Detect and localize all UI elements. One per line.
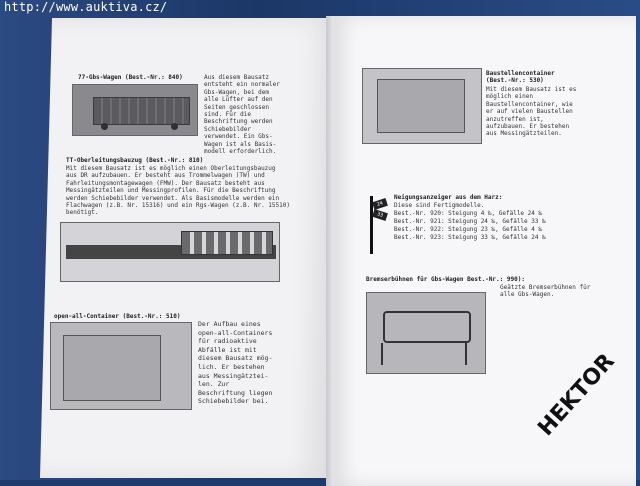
container-shape bbox=[63, 335, 161, 401]
baustellencontainer-photo bbox=[362, 68, 482, 144]
neigungsanzeiger-line: Best.-Nr. 920: Steigung 4 ‰, Gefälle 24 ‰ bbox=[394, 210, 543, 217]
bremserbuehnen-photo bbox=[366, 292, 486, 374]
wheel bbox=[171, 123, 178, 130]
hektor-stamp: HEKTOR bbox=[533, 349, 620, 441]
gbs-wagen-title: 77-Gbs-Wagen (Best.-Nr.: 840) bbox=[78, 74, 183, 81]
gbs-wagen-text: Aus diesem Bausatz entsteht ein normaler Gbs-Wagen, bei dem alle Lüfter auf den Seiten geschlossen sind. Für die Beschriftung werden Schiebebilder verwendet. Ein Gbs- Wagen ist als Basis- modell erforderlich. bbox=[204, 74, 280, 156]
neigungsanzeiger-line: Best.-Nr. 923: Steigung 33 ‰, Gefälle 24 ‰ bbox=[394, 234, 546, 241]
baustellencontainer-text: Mit diesem Bausatz ist es möglich einen Baustellencontainer, wie er auf vielen Baustellen anzutreffen ist, aufzubauen. Er bestehen aus Messingätzteilen. bbox=[486, 86, 577, 138]
post-right bbox=[465, 343, 467, 365]
baustellencontainer-title: Baustellencontainer (Best.-Nr.: 530) bbox=[486, 70, 555, 84]
oberleitung-photo bbox=[60, 222, 280, 282]
sign-lower: 33 bbox=[372, 209, 388, 221]
neigungsanzeiger-line: Diese sind Fertigmodelle. bbox=[394, 202, 485, 209]
container-title: open-all-Container (Best.-Nr.: 510) bbox=[54, 313, 181, 320]
baustellencontainer-shape bbox=[377, 79, 465, 133]
sign-upper: 24 bbox=[372, 198, 388, 210]
container-text: Der Aufbau eines open-all-Containers für radioaktive Abfälle ist mit diesem Bausatz mög- lich. Er bestehen aus Messingätztei- len. Zur Beschriftung liegen Schiebebilder bei. bbox=[198, 320, 273, 406]
oberleitung-title: TT-Oberleitungsbauzug (Best.-Nr.: 810) bbox=[66, 157, 204, 164]
wheel bbox=[101, 123, 108, 130]
wagon-shape bbox=[93, 97, 190, 125]
neigungsanzeiger-title: Neigungsanzeiger aus dem Harz: bbox=[394, 194, 503, 201]
container-photo bbox=[50, 322, 192, 410]
bremserbuehnen-text: Geätzte Bremserbühnen für alle Gbs-Wagen. bbox=[500, 284, 591, 299]
bremserbuehnen-title: Bremserbühnen für Gbs-Wagen Best.-Nr.: 990): bbox=[366, 276, 525, 283]
page-gutter bbox=[326, 16, 334, 486]
neigungsanzeiger-line: Best.-Nr. 922: Steigung 23 ‰, Gefälle 4 ‰ bbox=[394, 226, 543, 233]
watermark-url: http://www.auktiva.cz/ bbox=[4, 0, 168, 14]
neigungsanzeiger-line: Best.-Nr. 921: Steigung 24 ‰, Gefälle 33 ‰ bbox=[394, 218, 546, 225]
coach-shape bbox=[181, 231, 273, 255]
oberleitung-text: Mit diesem Bausatz ist es möglich einen Oberleitungsbauzug aus DR aufzubauen. Er besteht aus Trommelwagen (TW) und Fahrleitungsmontagewagen (FMW). Der Bausatz besteht aus Messingätzteilen und Messingprofilen. Für die Beschriftung werden Schiebebilder verwendet. Als Basismodelle werden ein Flachwagen (z.B. Nr. 15316) und ein Rgs-Wagen (z.B. Nr. 15510) benötigt. bbox=[66, 165, 290, 217]
railing-shape bbox=[383, 311, 471, 343]
post-left bbox=[381, 343, 383, 365]
gbs-wagen-photo bbox=[72, 84, 198, 136]
